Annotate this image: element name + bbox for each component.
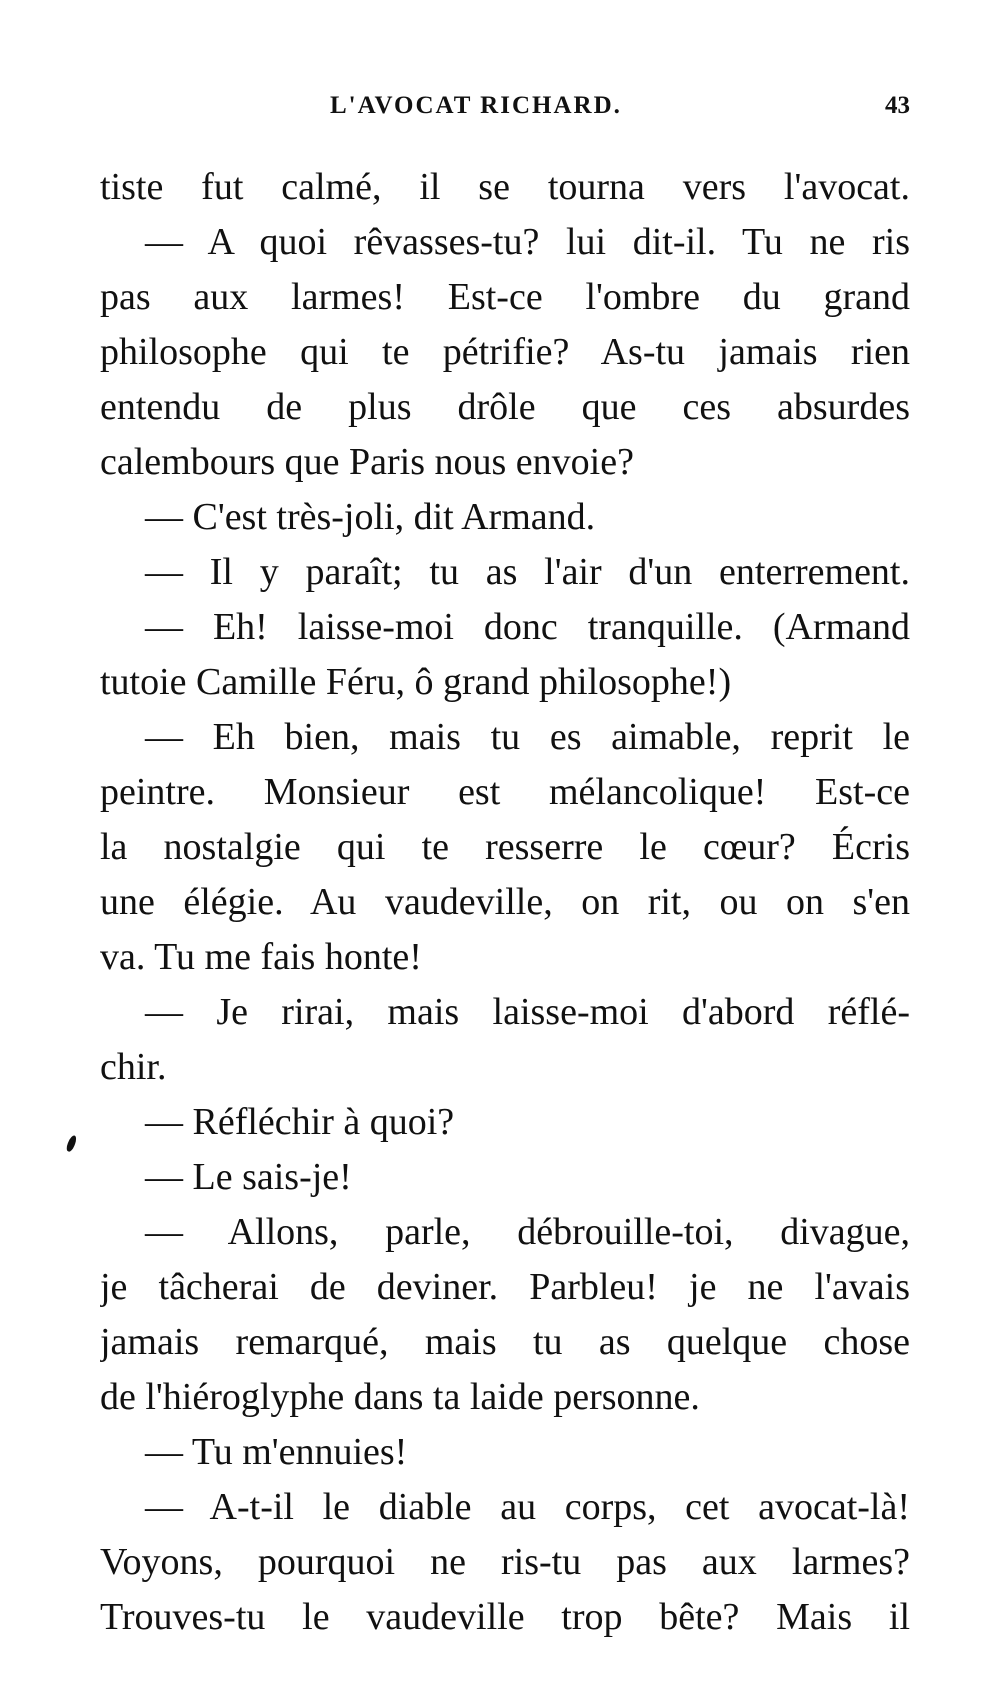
text-line: pas aux larmes! Est-ce l'ombre du grand xyxy=(100,276,910,318)
text-line: — Le sais-je! xyxy=(145,1156,352,1198)
text-line: va. Tu me fais honte! xyxy=(100,936,422,978)
text-line: la nostalgie qui te resserre le cœur? Écris xyxy=(100,826,910,868)
text-line: jamais remarqué, mais tu as quelque chose xyxy=(100,1321,910,1363)
text-line: Voyons, pourquoi ne ris-tu pas aux larmes? xyxy=(100,1541,910,1583)
text-line: tiste fut calmé, il se tourna vers l'avocat. xyxy=(100,166,910,208)
text-line: chir. xyxy=(100,1046,167,1088)
running-title: L'AVOCAT RICHARD. xyxy=(330,92,622,119)
body-text xyxy=(100,160,910,1645)
text-line: — Eh bien, mais tu es aimable, reprit le xyxy=(145,716,910,758)
text-line: philosophe qui te pétrifie? As-tu jamais rien xyxy=(100,331,910,373)
text-line: une élégie. Au vaudeville, on rit, ou on s'en xyxy=(100,881,910,923)
text-line: — C'est très-joli, dit Armand. xyxy=(145,496,596,538)
text-line: entendu de plus drôle que ces absurdes xyxy=(100,386,910,428)
text-line: — Réfléchir à quoi? xyxy=(145,1101,455,1143)
text-line: peintre. Monsieur est mélancolique! Est-ce xyxy=(100,771,910,813)
text-line: — Allons, parle, débrouille-toi, divague, xyxy=(145,1211,910,1253)
text-line: — Eh! laisse-moi donc tranquille. (Armand xyxy=(145,606,910,648)
text-line: tutoie Camille Féru, ô grand philosophe!) xyxy=(100,661,732,703)
text-line: je tâcherai de deviner. Parbleu! je ne l'avais xyxy=(100,1266,910,1308)
text-line: calembours que Paris nous envoie? xyxy=(100,441,634,483)
ink-blot-mark xyxy=(65,1134,78,1152)
page-number: 43 xyxy=(885,92,910,119)
text-line: — A-t-il le diable au corps, cet avocat-là! xyxy=(145,1486,910,1528)
text-line: — A quoi rêvasses-tu? lui dit-il. Tu ne ris xyxy=(145,221,910,263)
text-line: — Tu m'ennuies! xyxy=(145,1431,408,1473)
text-line: Trouves-tu le vaudeville trop bête? Mais il xyxy=(100,1596,910,1638)
page-header xyxy=(100,92,910,132)
text-line: — Je rirai, mais laisse-moi d'abord réflé- xyxy=(145,991,910,1033)
text-line: de l'hiéroglyphe dans ta laide personne. xyxy=(100,1376,700,1418)
text-line: — Il y paraît; tu as l'air d'un enterrement. xyxy=(145,551,910,593)
